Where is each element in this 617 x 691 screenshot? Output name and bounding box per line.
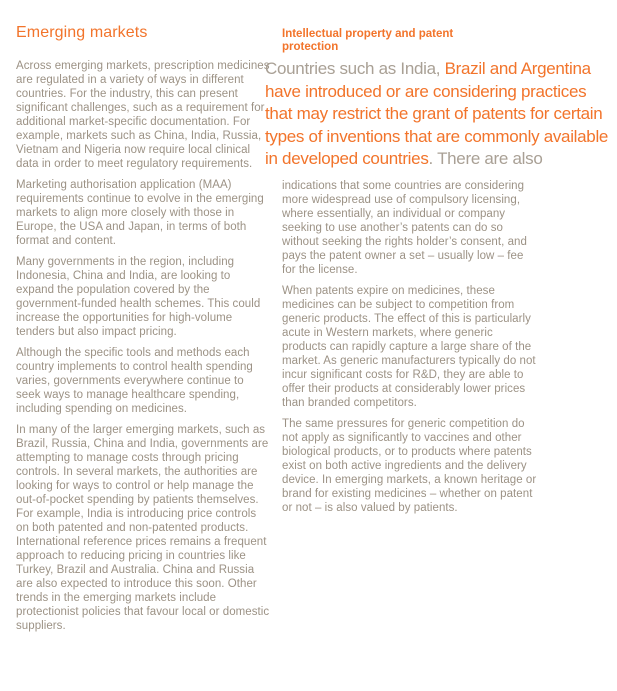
- lead-text-segment: Brazil and Argentina have introduced or are considering practices that may restrict the grant of patents for certain types of inventions that are commonly available in developed countries: [265, 59, 609, 168]
- paragraph: The same pressures for generic competition do not apply as significantly to vaccines and other biological products, or to products where patents exist on both active ingredients and the delivery device. In emerging markets, a known heritage or brand for existing medicines – whether on patent or not – is also valued by patients.: [282, 417, 537, 514]
- right-column: [265, 24, 615, 522]
- right-column-paragraphs: [282, 179, 538, 515]
- paragraph: Marketing authorisation application (MAA) requirements continue to evolve in the emerging markets to align more closely with those in Europe, the USA and Japan, in terms of both format and content.: [16, 179, 264, 247]
- paragraph: Many governments in the region, including Indonesia, China and India, are looking to expand the population covered by the government-funded health schemes. This could increase the opportunities for high-volume tenders but also impact pricing.: [16, 256, 261, 338]
- lead-pull-quote: [265, 58, 615, 171]
- lead-text-segment: Countries such as India,: [265, 59, 445, 78]
- lead-text-segment: . There are also: [428, 149, 543, 168]
- left-column-heading: Emerging markets: [16, 24, 148, 41]
- paragraph: Across emerging markets, prescription medicines are regulated in a variety of ways in different countries. For the industry, this can present significant challenges, such as a requirement for additional market-specific documentation. For example, markets such as China, India, Russia, Vietnam and Nigeria now require local clinical data in order to meet regulatory requirements.: [16, 60, 270, 170]
- paragraph: In many of the larger emerging markets, such as Brazil, Russia, China and India, governments are attempting to manage costs through pricing controls. In several markets, the authorities are looking for ways to control or help manage the out-of-pocket spending by patients themselves. For example, India is introducing price controls on both patented and non-patented products. International reference prices remains a frequent approach to reducing pricing in countries like Turkey, Brazil and Australia. China and Russia are also expected to introduce this soon. Other trends in the emerging markets include protectionist policies that favour local or domestic suppliers.: [16, 424, 270, 632]
- paragraph: Although the specific tools and methods each country implements to control health spending varies, governments everywhere continue to seek ways to manage healthcare spending, including spending on medicines.: [16, 347, 253, 415]
- paragraph: When patents expire on medicines, these medicines can be subject to competition from generic products. The effect of this is particularly acute in Western markets, where generic products can rapidly capture a large share of the market. As generic manufacturers typically do not incur significant costs for R&D, they are able to offer their products at considerably lower prices than branded competitors.: [282, 284, 536, 409]
- right-column-heading: Intellectual property and patent protection: [282, 28, 454, 53]
- left-column-paragraphs: [16, 59, 270, 633]
- left-column: [16, 24, 270, 640]
- paragraph: indications that some countries are considering more widespread use of compulsory licensing, where essentially, an individual or company seeking to use another’s patents can do so without seeking the rights holder’s consent, and pays the patent owner a set – usually low – fee for the license.: [282, 179, 527, 276]
